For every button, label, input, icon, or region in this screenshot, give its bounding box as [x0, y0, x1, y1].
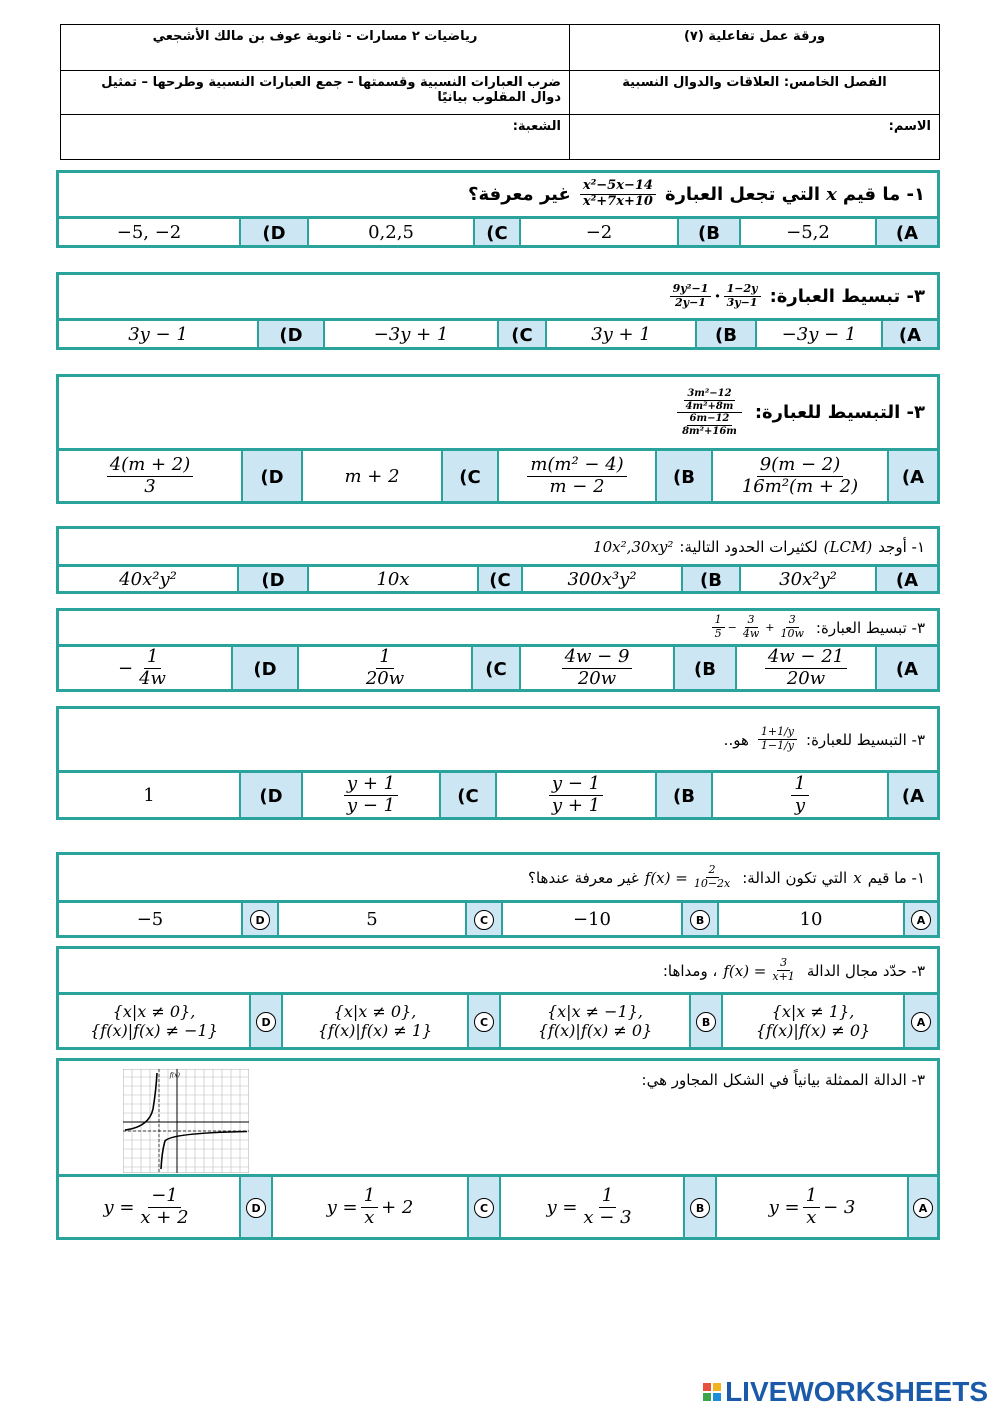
question-6	[56, 706, 940, 820]
option-b[interactable]: {x|x ≠ −1}, {f(x)|f(x) ≠ 0}	[499, 995, 689, 1047]
option-d-circle: D	[256, 1012, 276, 1032]
option-b-label: B)	[655, 451, 711, 501]
option-d-label	[249, 995, 281, 1047]
option-c[interactable]: m + 2	[301, 451, 441, 501]
option-a[interactable]: −3y − 1	[755, 321, 881, 347]
option-d-label: D)	[239, 219, 307, 245]
option-b-label: B)	[655, 773, 711, 817]
option-b-label: B)	[677, 219, 739, 245]
option-c-label: C)	[473, 219, 519, 245]
question-8-stem: ٣- حدّد مجال الدالة f(x) = $\frac{3}{x+1}$ ، ومداها:	[59, 949, 937, 995]
option-c[interactable]: −3y + 1	[323, 321, 497, 347]
option-c[interactable]: $\frac{y + 1}{y - 1}$	[301, 773, 439, 817]
option-a-label	[907, 1177, 937, 1237]
option-d-label: D)	[231, 647, 297, 689]
option-a[interactable]: −5,2	[739, 219, 875, 245]
option-b-circle: B	[690, 910, 710, 930]
option-a[interactable]: y = $\frac{1}{x}$ − 3	[715, 1177, 907, 1237]
brand-name: LIVEWORKSHEETS	[725, 1376, 988, 1407]
option-c-label: C)	[439, 773, 495, 817]
option-b[interactable]: −10	[501, 903, 681, 935]
option-a-label: A)	[875, 567, 937, 591]
option-d[interactable]: y = $\frac{-1}{x + 2}$	[103, 1184, 189, 1228]
option-b-label	[683, 1177, 715, 1237]
topics: ضرب العبارات النسبية وقسمتها – جمع العبارات النسبية وطرحها – تمثيل دوال المقلوب بيانيًا	[101, 75, 561, 105]
question-9-text: ٣- الدالة الممثلة بيانياً في الشكل المجاور هي:	[641, 1071, 925, 1089]
question-3	[56, 374, 940, 504]
option-a-label: A)	[887, 451, 937, 501]
option-b-label: B)	[695, 321, 755, 347]
option-c-label	[467, 995, 499, 1047]
option-c-label: C)	[441, 451, 497, 501]
option-b[interactable]: 300x³y²	[521, 567, 681, 591]
question-1-stem: ١- ما قيم x التي تجعل العبارة $\frac{\text{x²−5x−14}}{\text{x²+7x+10}}$ غير معرفة؟	[59, 173, 937, 219]
footer-brand	[703, 1376, 988, 1408]
question-5-stem: ٣- تبسيط العبارة: $\frac{1}{5}$ − $\frac{3}{4w}$ + $\frac{3}{10w}$	[59, 611, 937, 647]
chapter-title: الفصل الخامس: العلاقات والدوال النسبية	[569, 71, 939, 114]
option-a-circle: A	[911, 1012, 931, 1032]
question-3-stem: ٣- التبسيط للعبارة: $\frac{\frac{\text{3m²−12}}{\text{4m²+8m}}}{\frac{6m-12}{\text{8m²+16m}}}$	[59, 377, 937, 451]
option-d[interactable]: −5, −2	[116, 221, 182, 243]
option-c-label: C)	[497, 321, 545, 347]
option-c-label: C)	[477, 567, 521, 591]
option-d-label: D)	[237, 567, 307, 591]
question-9	[56, 1058, 940, 1240]
option-c[interactable]: {x|x ≠ 0}, {f(x)|f(x) ≠ 1}	[281, 995, 467, 1047]
section-field[interactable]: الشعبة:	[512, 119, 561, 134]
option-a-label: A)	[887, 773, 937, 817]
option-d-label	[239, 1177, 271, 1237]
option-c-label	[465, 903, 501, 935]
question-4	[56, 526, 940, 594]
option-b[interactable]: $\frac{\text{m(m² − 4)}}{m - 2}$	[497, 451, 655, 501]
option-d[interactable]: −5	[136, 908, 164, 930]
option-c[interactable]: $\frac{1}{20w}$	[297, 647, 471, 689]
option-c[interactable]: 10x	[307, 567, 477, 591]
option-b-circle: B	[696, 1012, 716, 1032]
question-6-stem: ٣- التبسيط للعبارة: $\frac{1+1/y}{1-1/y}$ هو..	[59, 709, 937, 773]
option-d[interactable]: − $\frac{1}{4w}$	[118, 645, 166, 689]
option-a-label	[903, 995, 937, 1047]
option-b[interactable]: $\frac{y - 1}{y + 1}$	[495, 773, 655, 817]
question-7	[56, 852, 940, 938]
question-8	[56, 946, 940, 1050]
question-2-stem: ٣- تبسيط العبارة: $\frac{\text{9y²−1}}{2y-1}$ · $\frac{1-2y}{3y-1}$	[59, 275, 937, 321]
header-table	[60, 24, 940, 160]
option-c-circle: C	[474, 1198, 494, 1218]
option-c[interactable]: 5	[277, 903, 465, 935]
option-b[interactable]: −2	[519, 219, 677, 245]
option-d-label	[241, 903, 277, 935]
option-a[interactable]: $\frac{4w - 21}{20w}$	[735, 647, 875, 689]
option-d-circle: D	[250, 910, 270, 930]
option-a[interactable]: {x|x ≠ 1}, {f(x)|f(x) ≠ 0}	[721, 995, 903, 1047]
option-b-circle: B	[690, 1198, 710, 1218]
option-d-label: D)	[257, 321, 323, 347]
reciprocal-graph	[123, 1069, 249, 1173]
option-a[interactable]: 10	[717, 903, 903, 935]
liveworksheets-logo-icon	[703, 1383, 721, 1401]
option-c[interactable]: 0,2,5	[307, 219, 473, 245]
option-a-label: A)	[875, 647, 937, 689]
option-c-label: C)	[471, 647, 519, 689]
question-4-stem: ١- أوجد (LCM) لكثيرات الحدود التالية: 10x²,30xy²	[59, 529, 937, 567]
option-d[interactable]: 40x²y²	[119, 568, 177, 590]
question-1	[56, 170, 940, 248]
option-b[interactable]: 3y + 1	[545, 321, 695, 347]
option-d-label: D)	[239, 773, 301, 817]
option-c[interactable]: y = $\frac{1}{x}$ + 2	[271, 1177, 467, 1237]
question-2	[56, 272, 940, 350]
question-5	[56, 608, 940, 692]
option-d[interactable]: 3y − 1	[128, 323, 188, 345]
option-a-label: A)	[875, 219, 937, 245]
option-b[interactable]: y = $\frac{1}{x - 3}$	[499, 1177, 683, 1237]
option-a[interactable]: $\frac{1}{y}$	[711, 773, 887, 817]
option-a-circle: A	[911, 910, 931, 930]
option-c-circle: C	[474, 910, 494, 930]
option-b-label: B)	[673, 647, 735, 689]
option-b[interactable]: $\frac{4w - 9}{20w}$	[519, 647, 673, 689]
worksheet-title: ورقة عمل تفاعلية (٧)	[569, 25, 939, 70]
school-name: رياضيات ٢ مسارات - ثانوية عوف بن مالك الأشجعي	[152, 29, 478, 44]
option-b-label	[689, 995, 721, 1047]
option-b-label: B)	[681, 567, 739, 591]
option-a[interactable]: $\frac{9(m - 2)}{\text{16m²(m + 2)}}$	[711, 451, 887, 501]
option-d[interactable]: {x|x ≠ 0}, {f(x)|f(x) ≠ −1}	[90, 1002, 218, 1040]
option-d[interactable]: $\frac{4(m + 2)}{3}$	[59, 451, 241, 501]
name-field[interactable]: الاسم:	[569, 115, 939, 159]
option-d-circle: D	[246, 1198, 266, 1218]
option-a-label	[903, 903, 937, 935]
option-b-label	[681, 903, 717, 935]
graph-axis-label: f(x)	[169, 1072, 180, 1079]
question-7-stem: ١- ما قيم x التي تكون الدالة: f(x) = $\frac{2}{10-2x}$ غير معرفة عندها؟	[59, 855, 937, 903]
option-a-label: A)	[881, 321, 937, 347]
option-d-label: D)	[241, 451, 301, 501]
option-d[interactable]: 1	[143, 784, 155, 806]
option-a-circle: A	[913, 1198, 933, 1218]
question-9-stem	[59, 1061, 937, 1177]
option-c-label	[467, 1177, 499, 1237]
option-a[interactable]: 30x²y²	[739, 567, 875, 591]
option-c-circle: C	[474, 1012, 494, 1032]
